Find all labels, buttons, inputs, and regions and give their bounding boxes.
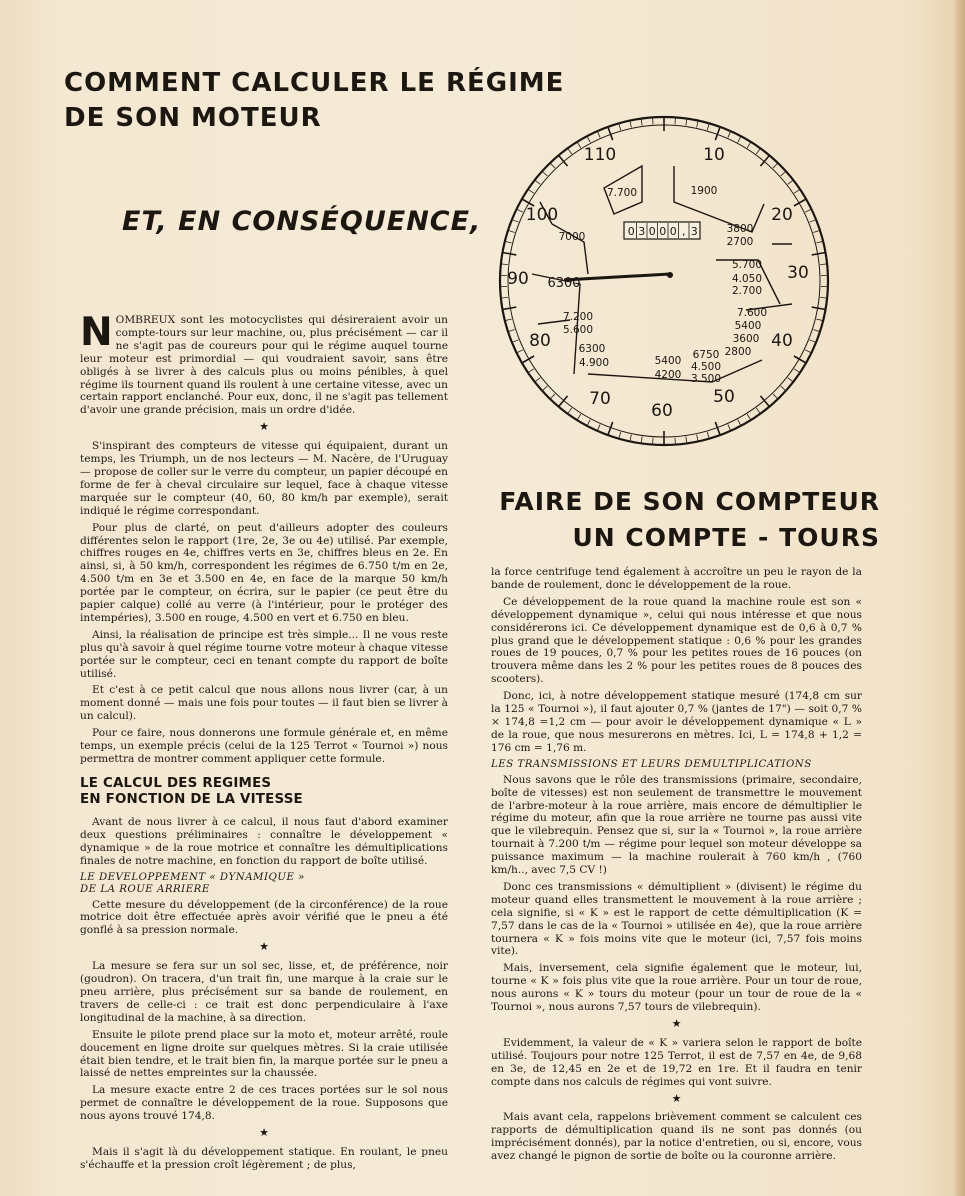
dial-tick	[728, 131, 731, 137]
paragraph: Ainsi, la réalisation de principe est très simple... Il ne vous reste plus qu'à savoir à quel régime tourne votre moteur à chaque vitesse portée sur le compteur, ceci en tenant compte du rapport de boîte utilisé.	[80, 628, 448, 680]
dial-tick	[542, 386, 547, 391]
dial-tick	[805, 350, 811, 353]
speed-label: 10	[703, 145, 725, 165]
section-title	[440, 484, 880, 556]
speed-label: 80	[529, 331, 551, 351]
sub-heading-text: LES TRANSMISSIONS ET LEURS DEMULTIPLICATIONS	[491, 758, 812, 770]
paragraph: S'inspirant des compteurs de vitesse qui équipaient, durant un temps, les Triumph, un de nos lecteurs — M. Nacère, de l'Uruguay — propose de coller sur le verre du compteur, un papier découpé en forme de fer à cheval circulaire sur lequel, face à chaque vitesse marquée sur le compteur (40, 60, 80 km/h par exemple), serait indiqué le régime correspondant.	[80, 440, 448, 517]
paragraph: La mesure exacte entre 2 de ces traces portées sur le sol nous permet de connaître le développement de la roue. Supposons que nous ayons trouvé 174,8.	[80, 1084, 448, 1123]
page-edge	[955, 0, 965, 1196]
dial-tick	[587, 136, 590, 142]
dial-tick	[686, 436, 687, 443]
paragraph: Cette mesure du développement (de la circonférence) de la roue motrice doit être effectuée après avoir vérifié que le pneu a été gonflé à sa pression normale.	[80, 898, 448, 937]
speed-label: 20	[771, 205, 793, 225]
odometer-digit: 3	[690, 225, 698, 238]
dial-tick	[812, 253, 826, 255]
rpm-label: 4.050	[731, 273, 763, 285]
subtitle: ET, EN CONSÉQUENCE,	[122, 206, 482, 237]
dial-tick	[747, 142, 751, 148]
separator-star: ★	[259, 420, 269, 434]
dial-tick	[577, 414, 581, 420]
speed-label: 30	[787, 263, 809, 283]
odometer-digit: 3	[638, 225, 646, 238]
dial-tick	[781, 386, 786, 391]
dial-tick	[773, 394, 778, 399]
speed-label: 70	[589, 389, 611, 409]
speedometer-illustration	[492, 124, 836, 438]
right-column	[491, 566, 862, 1163]
separator-star: ★	[671, 1091, 682, 1105]
dial-tick	[820, 264, 827, 265]
dial-tick	[813, 330, 820, 332]
dial-tick	[794, 369, 800, 373]
paragraph: Pour ce faire, nous donnerons une formule générale et, en même temps, un exemple précis (celui de la 125 Terrot « Tournoi ») nous permettra de montrer comment appliquer cette formule.	[80, 727, 448, 765]
dial-tick	[707, 123, 709, 130]
rpm-label: 2.700	[731, 285, 763, 297]
intro-paragraph	[80, 310, 448, 417]
dial-tick	[517, 350, 523, 353]
dial-tick	[756, 408, 760, 414]
needle-label: 6300	[547, 276, 581, 291]
needle-hub	[667, 272, 673, 278]
dial-tick	[641, 436, 642, 443]
paragraph: Mais avant cela, rappelons brièvement comment se calculent ces rapports de démultiplication quand ils ne sont pas donnés (ou imprécisément donnés), par la notice d'entretien, ou si, encore, vous avez changé le pignon de sortie de boîte ou la couronne arrière.	[491, 1111, 862, 1163]
dial-tick	[788, 378, 794, 382]
left-column	[80, 310, 448, 1171]
dial-tick	[528, 369, 534, 373]
main-title-line-2: DE SON MOTEUR	[64, 103, 322, 133]
rpm-label: 4.900	[578, 357, 610, 369]
dial-tick	[542, 171, 547, 176]
dial-tick	[568, 408, 572, 414]
dial-tick	[813, 230, 820, 232]
dial-tick	[810, 220, 816, 223]
speed-label: 60	[651, 401, 673, 421]
odometer-digit: 0	[627, 225, 635, 238]
separator-star: ★	[671, 1017, 682, 1030]
dial-tick	[781, 171, 786, 176]
dial-tick	[535, 378, 541, 382]
rpm-label: 3.500	[690, 373, 722, 385]
separator-star: ★	[259, 1126, 269, 1140]
dial-tick	[738, 136, 741, 142]
dial-tick	[597, 131, 600, 137]
speed-label: 100	[525, 205, 559, 225]
paragraph: Evidemment, la valeur de « K » variera selon le rapport de boîte utilisé. Toujours pour notre 125 Terrot, il est de 7,57 en 4e, de 9,68 en 3e, de 12,45 en 2e et de 19,72 en 1re. Et il faudra en tenir compte dans nos calculs de régimes qui vont suivre.	[491, 1036, 862, 1088]
rpm-label: 5.600	[562, 324, 594, 336]
paragraph: Nous savons que le rôle des transmissions (primaire, secondaire, boîte de vitesses) est non seulement de transmettre le mouvement de l'arbre-moteur à la roue arrière, mais encore de démultiplier le régime du moteur, afin que la roue arrière ne tourne pas aussi vite que le vilebrequin. Pensez que si, sur la « Tournoi », la roue arrière tournait à 7.200 t/m — régime pour lequel son moteur développe sa puissance maximum — la machine roulerait à 760 km/h , (760 km/h.., avec 7,5 CV !)	[491, 773, 862, 877]
dial-tick	[641, 119, 642, 126]
sub-heading-line-2: DE LA ROUE ARRIERE	[80, 883, 210, 895]
rpm-label: 4200	[654, 369, 682, 381]
speed-label: 50	[713, 387, 735, 407]
paragraph: Donc ces transmissions « démultiplient » (divisent) le régime du moteur quand elles transmettent le mouvement à la roue arrière ; cela signifie, si « K » est le rapport de cette démultiplication (K = 7,57 dans le cas de la « Tournoi » utilisée en 4e), que la roue arrière tournera « K » fois moins vite que le moteur (ici, 7,57 fois moins vite).	[491, 880, 862, 958]
paragraph: la force centrifuge tend également à accroître un peu le rayon de la bande de roulement, donc le développement de la roue.	[491, 566, 862, 591]
dial-tick	[728, 424, 731, 430]
dial-tick	[502, 307, 516, 309]
dial-tick	[550, 394, 555, 399]
dial-tick	[505, 241, 512, 243]
dial-tick	[794, 189, 800, 193]
dial-tick	[816, 241, 823, 243]
dial-tick	[773, 163, 778, 168]
rpm-label: 6750	[692, 349, 720, 361]
rpm-label: 7.700	[606, 187, 638, 199]
section-heading	[80, 776, 448, 808]
rpm-label: 5400	[734, 320, 762, 332]
section-title-line-1: FAIRE DE SON COMPTEUR	[499, 487, 880, 516]
rpm-label: 6300	[578, 343, 606, 355]
separator-star: ★	[259, 940, 269, 954]
dial-tick	[535, 180, 541, 184]
dial-tick	[697, 435, 698, 442]
main-title-line-1: COMMENT CALCULER LE RÉGIME	[64, 68, 565, 98]
dial-tick	[528, 189, 534, 193]
dial-tick	[512, 220, 518, 223]
dial-tick	[619, 432, 621, 439]
odometer-digit: 0	[659, 225, 667, 238]
section-title-line-2: UN COMPTE - TOURS	[572, 523, 880, 552]
odometer-digit: 0	[648, 225, 656, 238]
rpm-label: 7.200	[562, 311, 594, 323]
dial-tick	[747, 414, 751, 420]
paragraph: La mesure se fera sur un sol sec, lisse, et, de préférence, noir (goudron). On tracera, d'un trait fin, une marque à la craie sur le pneu arrière, plus précisément sur sa bande de roulement, en travers de celle-ci : ce trait est donc perpendiculaire à l'axe longitudinal de la machine, à sa direction.	[80, 960, 448, 1024]
dial-tick	[619, 123, 621, 130]
speed-label: 110	[583, 145, 617, 165]
dial-tick	[816, 319, 823, 321]
rpm-label: 2700	[726, 236, 754, 248]
dial-tick	[805, 209, 811, 212]
rpm-label: 7.600	[736, 307, 768, 319]
dial-tick	[788, 180, 794, 184]
paragraph: Et c'est à ce petit calcul que nous allons nous livrer (car, à un moment donné — mais une fois pour toutes — il faut bien se livrer à un calcul).	[80, 684, 448, 723]
rpm-label: 3800	[726, 223, 754, 235]
paragraph: Mais il s'agit là du développement statique. En roulant, le pneu s'échauffe et la pression croît légèrement ; de plus,	[80, 1145, 448, 1171]
paragraph: Ce développement de la roue quand la machine roule est son « développement dynamique », celui qui nous intéresse et que nous considérerons ici. Ce développement dynamique est de 0,6 à 0,7 % plus grand que le développement statique : 0,6 % pour les grandes roues de 19 pouces, 0,7 % pour les petites roues de 16 pouces (on trouvera même dans les 2 % pour les petites roues de 8 pouces des scooters).	[491, 595, 862, 686]
dial-tick	[502, 253, 516, 255]
dial-tick	[508, 230, 515, 232]
dial-tick	[756, 148, 760, 154]
section-heading-line-1: LE CALCUL DES REGIMES	[80, 775, 272, 791]
section-heading-line-2: EN FONCTION DE LA VITESSE	[80, 791, 303, 807]
sub-heading-line-1: LE DEVELOPPEMENT « DYNAMIQUE »	[80, 871, 305, 883]
main-title	[64, 66, 564, 136]
dial-tick	[501, 264, 508, 265]
speed-label: 90	[507, 269, 529, 289]
rpm-label: 5.700	[731, 259, 763, 271]
paragraph: Pour plus de clarté, on peut d'ailleurs adopter des couleurs différentes selon le rapport (1re, 2e, 3e ou 4e) utilisé. Par exemple, chiffres rouges en 4e, chiffres verts en 3e, chiffres bleus en 2e. En ainsi, si, à 50 km/h, correspondent les régimes de 6.750 t/m en 2e, 4.500 t/m en 3e et 3.500 en 4e, en face de la marque 50 km/h portée par le compteur, on écrira, sur le papier (ce peut être du papier calque) collé au verre (à l'intérieur, pour le protéger des intempéries), 3.500 en rouge, 4.500 en vert et 6.750 en bleu.	[80, 521, 448, 624]
rpm-label: 4.500	[690, 361, 722, 373]
rpm-label: 3600	[732, 333, 760, 345]
dial-tick	[810, 340, 816, 343]
drop-cap: N	[80, 310, 113, 355]
rpm-labels	[547, 185, 767, 385]
dial-tick	[568, 148, 572, 154]
dial-tick	[577, 142, 581, 148]
dial-tick	[630, 435, 631, 442]
sub-heading	[491, 759, 862, 771]
dial-tick	[820, 297, 827, 298]
dial-tick	[812, 307, 826, 309]
paragraph: Avant de nous livrer à ce calcul, il nous faut d'abord examiner deux questions préliminaires : connaître le développement « dynamique » de la roue motrice et connaître les démultiplications finales de notre machine, en fonction du rapport de boîte utilisé.	[80, 815, 448, 867]
rpm-label: 2800	[724, 346, 752, 358]
dial-tick	[550, 163, 555, 168]
dial-tick	[501, 297, 508, 298]
dial-tick	[505, 319, 512, 321]
dial-tick	[686, 119, 687, 126]
intro-text: OMBREUX sont les motocyclistes qui désireraient avoir un compte-tours sur leur machine, ou, plus précisément — car il ne s'agit pas de coureurs pour qui le régime auquel tourne leur moteur est primordial — qui voudraient savoir, sans être obligés à se livrer à des calculs plus ou moins pénibles, à quel régime ils tournent quand ils roulent à une certaine vitesse, avec un certain rapport enclanché. Pour eux, donc, il ne s'agit pas tellement d'avoir une grande précision, mais un ordre d'idée.	[80, 314, 448, 417]
dial-tick	[707, 432, 709, 439]
dial-tick	[697, 121, 698, 128]
odometer-digit: ,	[682, 225, 686, 238]
dial-tick	[508, 330, 515, 332]
dial-tick	[597, 424, 600, 430]
dial-tick	[512, 340, 518, 343]
paragraph: Ensuite le pilote prend place sur la moto et, moteur arrêté, roule doucement en ligne droite sur quelques mètres. Si la craie utilisée était bien tendre, et le trait bien fin, la marque portée sur le pneu a laissé de nettes empreintes sur la chaussée.	[80, 1028, 448, 1080]
rpm-label: 1900	[690, 185, 718, 197]
rpm-label: 7000	[558, 231, 586, 243]
dial-tick	[517, 209, 523, 212]
odometer-digit: 0	[669, 225, 677, 238]
rpm-label: 5400	[654, 355, 682, 367]
speed-label: 40	[771, 331, 793, 351]
paragraph: Donc, ici, à notre développement statique mesuré (174,8 cm sur la 125 « Tournoi »), il faut ajouter 0,7 % (jantes de 17") — soit 0,7 % × 174,8 =1,2 cm — pour avoir le développement dynamique « L » de la roue, que nous mesurerons en mètres. Ici, L = 174,8 + 1,2 = 176 cm = 1,76 m.	[491, 690, 862, 754]
dial-tick	[738, 420, 741, 426]
dial-tick	[630, 121, 631, 128]
sub-heading	[80, 872, 448, 896]
dial-tick	[587, 420, 590, 426]
paragraph: Mais, inversement, cela signifie également que le moteur, lui, tourne « K » fois plus vite que la roue arrière. Pour un tour de roue, nous aurons « K » tours du moteur (pour un tour de roue de la « Tournoi », nous aurons 7,57 tours de vilebrequin).	[491, 962, 862, 1014]
